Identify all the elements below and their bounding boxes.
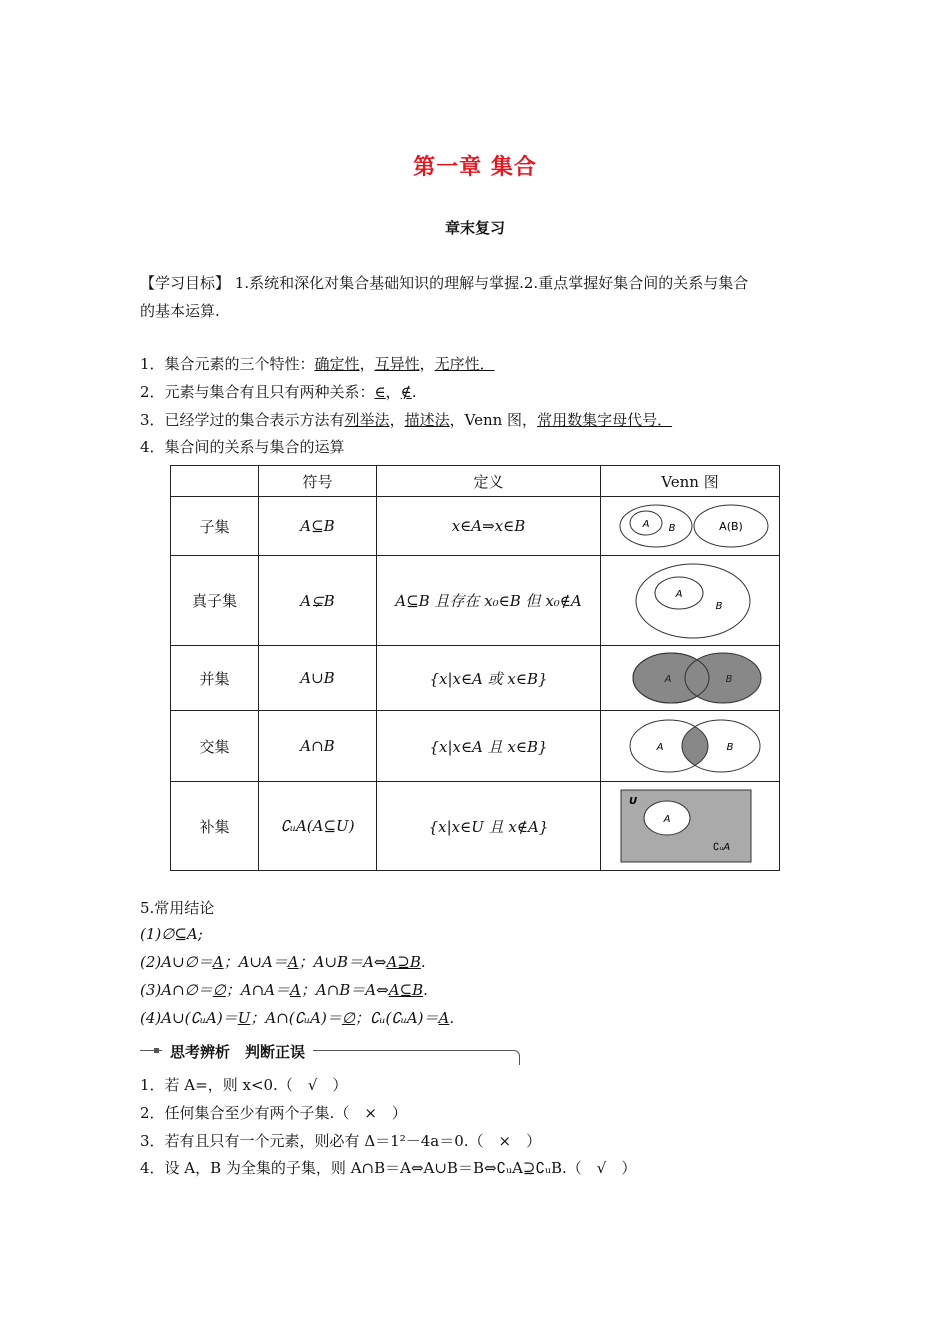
header-venn: Venn 图 — [601, 466, 780, 497]
header-definition: 定义 — [377, 466, 601, 497]
c3-mid2: ；A∩B＝A⇔ — [300, 981, 389, 999]
row-name: 子集 — [171, 497, 259, 556]
row-symbol: A⊆B — [259, 497, 377, 556]
c2-pre: (2)A∪∅＝ — [140, 953, 213, 971]
c3-answer-c: A⊆B — [388, 981, 424, 999]
point-1: 1．集合元素的三个特性：确定性，互异性，无序性． — [140, 355, 495, 373]
row-definition: {x|x∈A 且 x∈B} — [377, 711, 601, 782]
point-3-venn: Venn 图 — [464, 411, 523, 429]
think-section-label: 思考辨析 判断正误 — [162, 1041, 313, 1062]
answer-letter-codes: 常用数集字母代号． — [537, 411, 673, 429]
venn-intersection-cell — [601, 711, 780, 782]
row-definition: x∈A⇒x∈B — [377, 497, 601, 556]
point-4: 4．集合间的关系与集合的运算 — [140, 438, 345, 456]
banner-square-left — [154, 1048, 159, 1053]
conclusion-1: (1)∅⊆A; — [140, 925, 203, 943]
venn-union-cell — [601, 646, 780, 711]
answer-description: 描述法 — [404, 411, 450, 429]
point-2-prefix: 2．元素与集合有且只有两种关系： — [140, 383, 375, 401]
venn-label-cua: ∁ᵤA — [713, 842, 731, 853]
venn-proper-subset-cell — [601, 556, 780, 646]
answer-unordered: 无序性． — [434, 355, 495, 373]
row-definition: A⊆B 且存在 x₀∈B 但 x₀∉A — [377, 556, 601, 646]
section-subtitle: 章末复习 — [444, 219, 505, 237]
venn-label-a: A — [664, 674, 672, 685]
conclusions-heading: 5.常用结论 — [140, 899, 215, 917]
answer-not-belongs: ∉ — [400, 383, 412, 401]
venn-label-u: U — [629, 796, 638, 807]
venn-intersection-diagram — [605, 714, 775, 778]
c4-mid2: ；∁ᵤ(∁ᵤA)＝ — [354, 1009, 439, 1027]
row-symbol: A⊊B — [259, 556, 377, 646]
venn-complement-cell — [601, 782, 780, 871]
venn-label-a: A — [656, 742, 664, 753]
venn-complement-diagram — [605, 786, 775, 866]
row-definition: {x|x∈U 且 x∉A} — [377, 782, 601, 871]
answer-enumeration: 列举法 — [344, 411, 390, 429]
table-row — [171, 556, 780, 646]
header-blank — [171, 466, 259, 497]
table-row — [171, 497, 780, 556]
set-relations-table — [170, 465, 780, 871]
header-symbol: 符号 — [259, 466, 377, 497]
row-symbol: A∩B — [259, 711, 377, 782]
c3-end: . — [423, 981, 428, 999]
objectives-line-1 — [140, 273, 748, 293]
venn-label-ab: A(B) — [719, 520, 743, 533]
row-symbol: ∁ᵤA(A⊆U) — [259, 782, 377, 871]
judgment-4: 4．设 A，B 为全集的子集，则 A∩B＝A⇔A∪B＝B⇔∁ᵤA⊇∁ᵤB.（ √ ） — [140, 1159, 637, 1177]
point-3-prefix: 3．已经学过的集合表示方法有 — [140, 411, 345, 429]
venn-label-b: B — [726, 742, 734, 753]
c4-answer-a: U — [237, 1009, 251, 1027]
c2-mid1: ；A∪A＝ — [223, 953, 288, 971]
c2-answer-b: A — [287, 953, 299, 971]
c4-answer-b: ∅ — [341, 1009, 355, 1027]
venn-label-a: A — [675, 588, 683, 600]
venn-label-b: B — [725, 674, 733, 685]
conclusion-4 — [140, 1008, 454, 1028]
c2-mid2: ；A∪B＝A⇔ — [298, 953, 387, 971]
chapter-title: 第一章 集合 — [413, 155, 537, 180]
c3-pre: (3)A∩∅＝ — [140, 981, 213, 999]
venn-label-a: A — [663, 814, 671, 825]
venn-subset-diagram — [605, 501, 775, 551]
row-name: 并集 — [171, 646, 259, 711]
venn-label-b: B — [715, 600, 723, 612]
c4-end: . — [449, 1009, 455, 1027]
c2-end: . — [420, 953, 426, 971]
judgment-2: 2．任何集合至少有两个子集.（ × ） — [140, 1104, 407, 1122]
venn-proper-subset-diagram — [605, 559, 775, 643]
row-name: 真子集 — [171, 556, 259, 646]
think-section-banner — [140, 1043, 520, 1069]
conclusion-3 — [140, 980, 428, 1000]
judgment-1: 1．若 A=，则 x<0.（ √ ） — [140, 1076, 348, 1094]
venn-subset-cell — [601, 497, 780, 556]
point-2: 2．元素与集合有且只有两种关系：∈，∉. — [140, 383, 417, 401]
c3-answer-a: ∅ — [212, 981, 226, 999]
point-3: 3．已经学过的集合表示方法有列举法，描述法，Venn 图，常用数集字母代号． — [140, 411, 673, 429]
table-row — [171, 646, 780, 711]
objectives-label: 【学习目标】 — [140, 274, 231, 292]
venn-label-b: B — [668, 523, 676, 534]
row-name: 交集 — [171, 711, 259, 782]
c4-pre: (4)A∪(∁ᵤA)＝ — [140, 1009, 238, 1027]
answer-certainty: 确定性 — [314, 355, 360, 373]
row-definition: {x|x∈A 或 x∈B} — [377, 646, 601, 711]
c4-mid1: ；A∩(∁ᵤA)＝ — [250, 1009, 342, 1027]
venn-union-diagram — [605, 648, 775, 708]
c3-answer-b: A — [290, 981, 301, 999]
row-name: 补集 — [171, 782, 259, 871]
c4-answer-c: A — [438, 1009, 450, 1027]
conclusion-2 — [140, 952, 426, 972]
table-row — [171, 711, 780, 782]
point-1-prefix: 1．集合元素的三个特性： — [140, 355, 315, 373]
answer-belongs: ∈ — [374, 383, 386, 401]
objectives-text-1: 1.系统和深化对集合基础知识的理解与掌握.2.重点掌握好集合间的关系与集合 — [234, 274, 749, 292]
c2-answer-a: A — [212, 953, 224, 971]
c3-mid1: ；A∩A＝ — [225, 981, 291, 999]
objectives-text-2: 的基本运算. — [140, 302, 220, 320]
venn-label-a: A — [642, 519, 650, 530]
c2-answer-c: A⊇B — [386, 953, 421, 971]
table-row — [171, 782, 780, 871]
row-symbol: A∪B — [259, 646, 377, 711]
answer-distinctness: 互异性 — [374, 355, 420, 373]
judgment-3: 3．若有且只有一个元素，则必有 Δ＝1²－4a＝0.（ × ） — [140, 1132, 542, 1150]
